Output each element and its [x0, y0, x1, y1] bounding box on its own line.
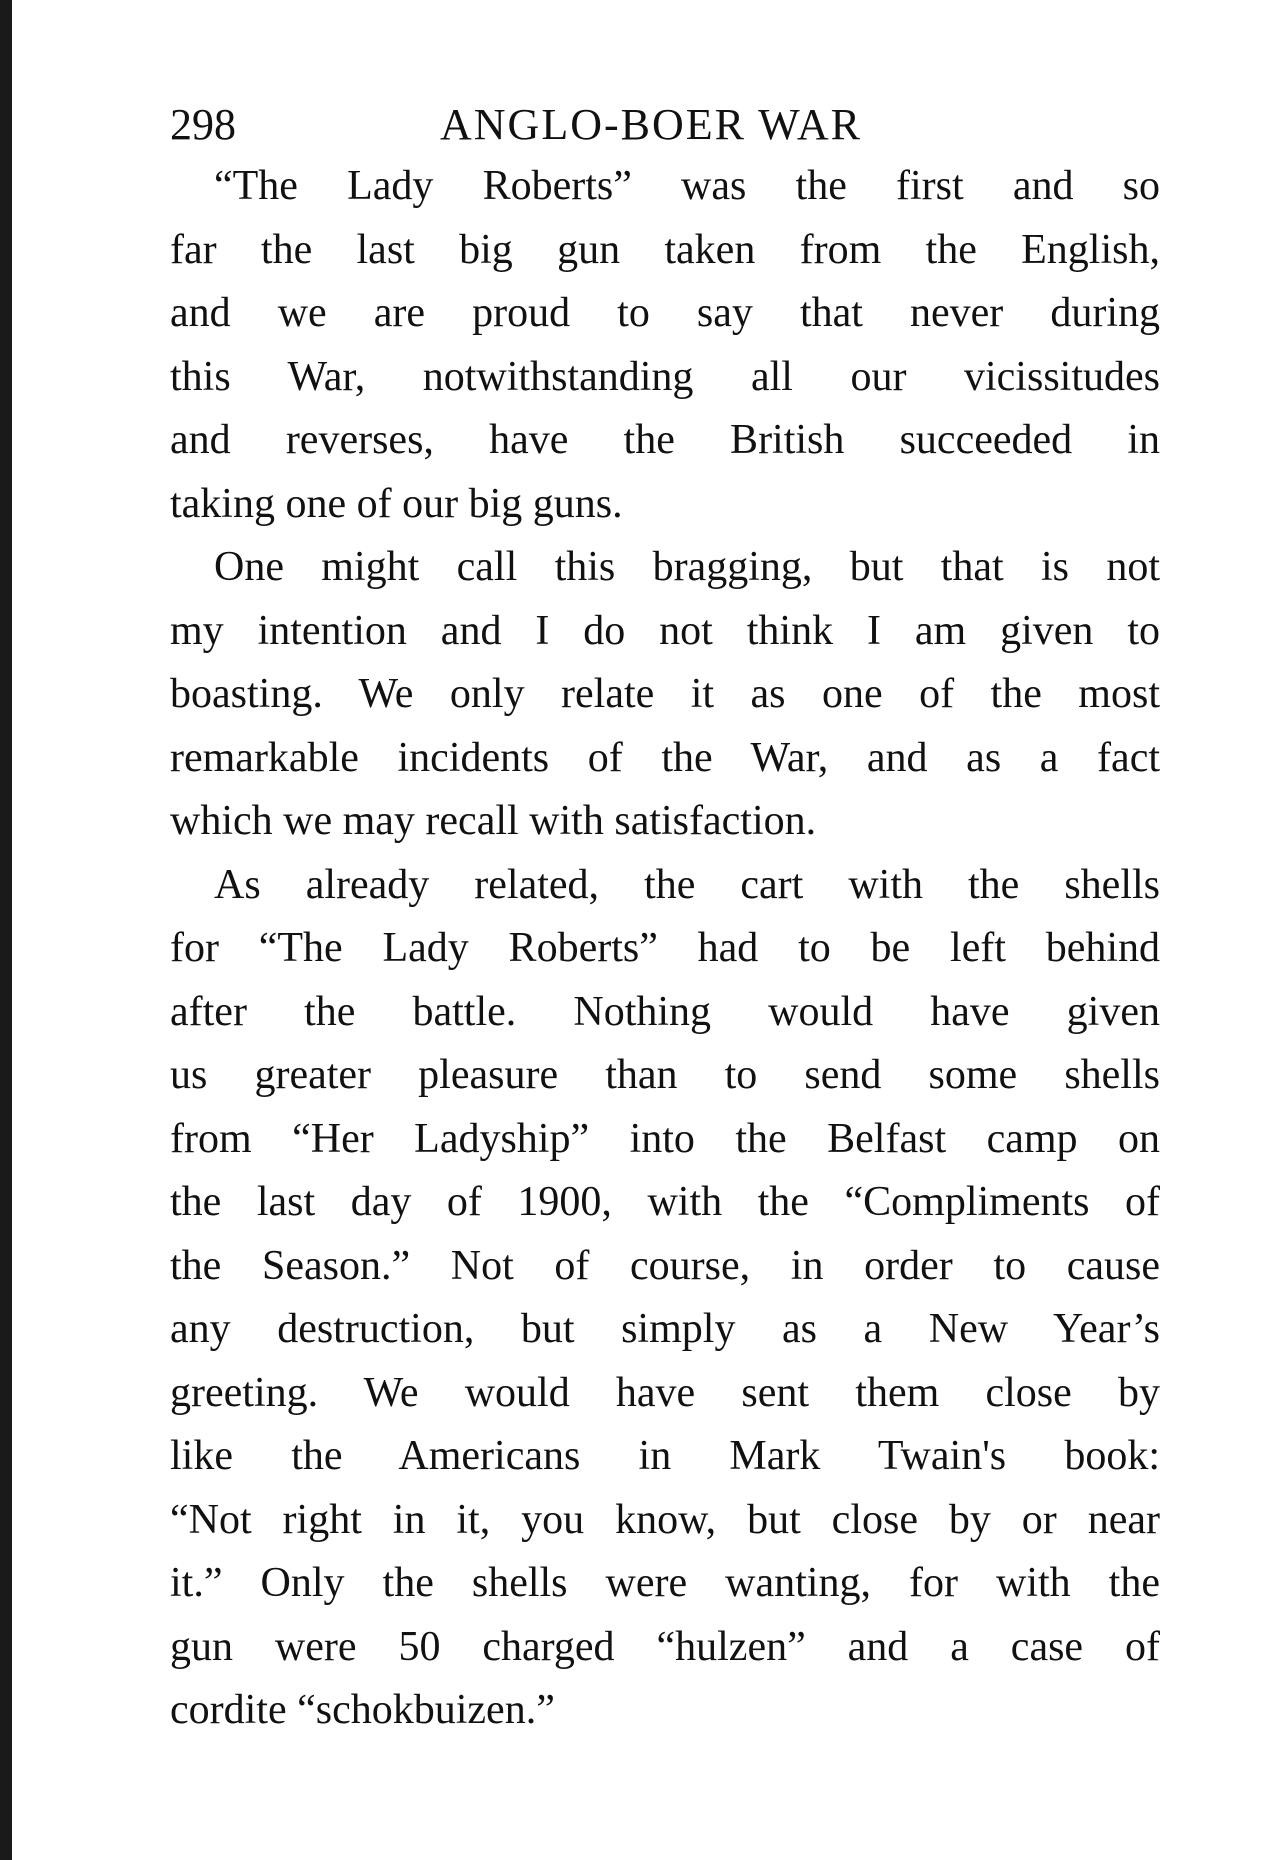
page-number: 298	[170, 100, 236, 149]
text-line: the Season.” Not of course, in order to cause	[170, 1242, 1160, 1289]
running-head	[170, 95, 1160, 155]
text-line: which we may recall with satisfaction.	[170, 798, 817, 844]
text-line: remarkable incidents of the War, and as a fact	[170, 734, 1160, 781]
text-line: taking one of our big guns.	[170, 480, 623, 527]
text-line: after the battle. Nothing would have given	[170, 988, 1160, 1035]
text-line: greeting. We would have sent them close by	[170, 1369, 1160, 1416]
text-line: and reverses, have the British succeeded in	[170, 417, 1160, 463]
text-line: cordite “schokbuizen.”	[170, 1687, 555, 1733]
running-title: ANGLO-BOER WAR	[440, 100, 862, 149]
text-line: from “Her Ladyship” into the Belfast camp on	[170, 1115, 1160, 1162]
text-line: boasting. We only relate it as one of the most	[170, 671, 1160, 717]
text-line: for “The Lady Roberts” had to be left behind	[170, 925, 1160, 971]
text-line: gun were 50 charged “hulzen” and a case of	[170, 1623, 1160, 1670]
text-line: and we are proud to say that never during	[170, 290, 1160, 336]
text-line: “The Lady Roberts” was the first and so	[214, 163, 1160, 209]
text-line: this War, notwithstanding all our vicissitudes	[170, 353, 1160, 400]
text-line: my intention and I do not think I am given to	[170, 607, 1160, 654]
text-line: us greater pleasure than to send some shells	[170, 1052, 1160, 1098]
text-line: like the Americans in Mark Twain's book:	[170, 1433, 1160, 1479]
book-page	[170, 95, 1160, 1743]
text-line: “Not right in it, you know, but close by or near	[170, 1496, 1160, 1543]
binding-edge	[0, 0, 12, 1860]
text-line: far the last big gun taken from the English,	[170, 226, 1160, 273]
text-line: the last day of 1900, with the “Compliments of	[170, 1179, 1160, 1225]
body-text	[170, 155, 1160, 1743]
text-line: One might call this bragging, but that is not	[214, 544, 1160, 590]
text-line: any destruction, but simply as a New Year’s	[170, 1306, 1160, 1352]
text-line: As already related, the cart with the shells	[214, 861, 1160, 908]
text-line: it.” Only the shells were wanting, for with the	[170, 1560, 1160, 1606]
